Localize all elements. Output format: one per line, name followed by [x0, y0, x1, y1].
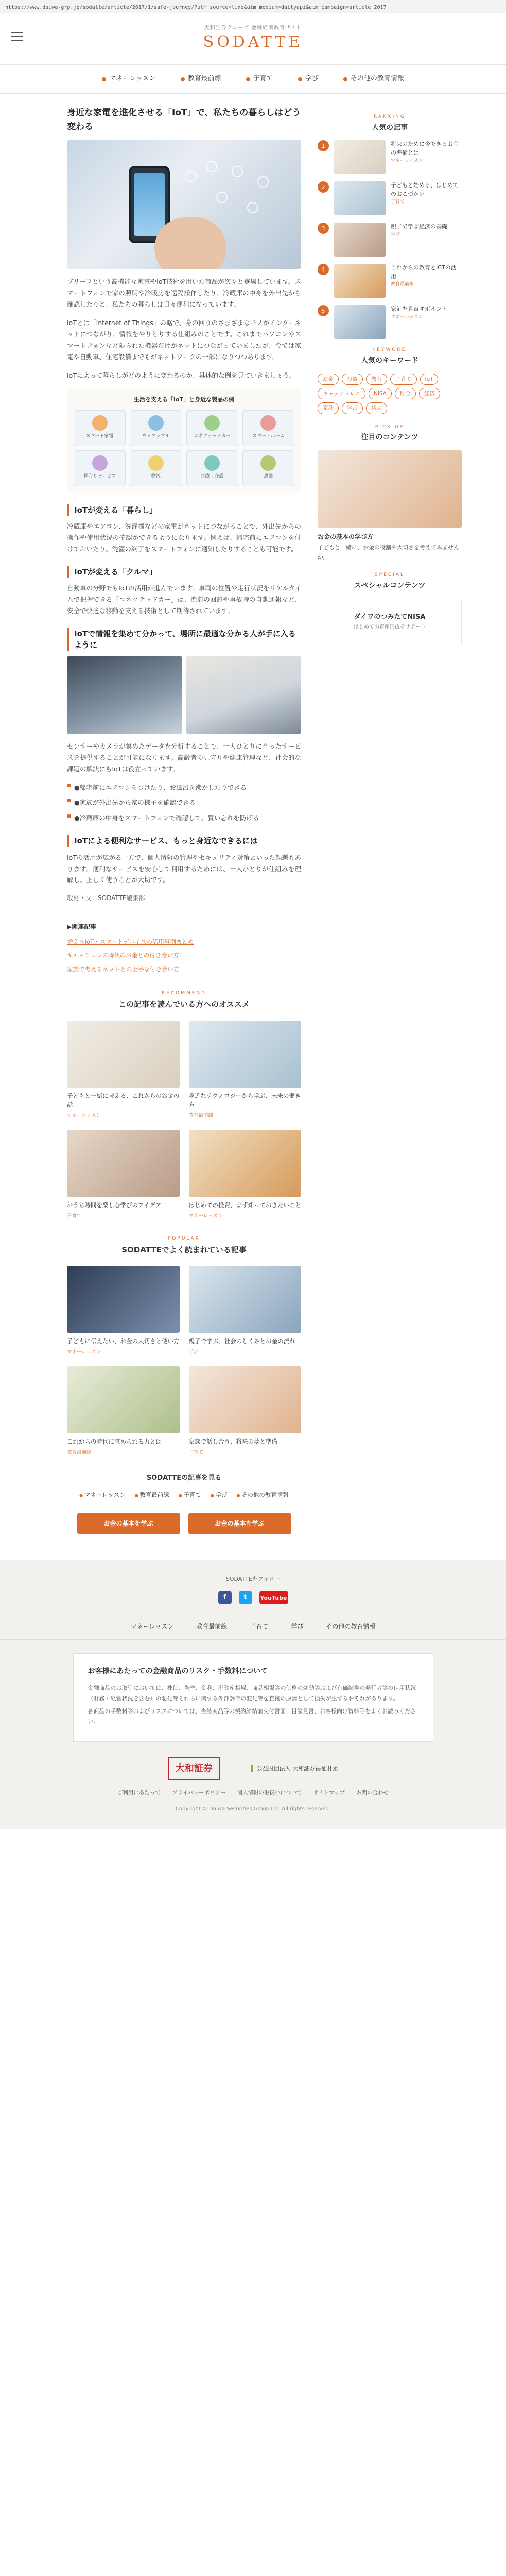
- logo[interactable]: [203, 24, 303, 52]
- category-link[interactable]: ● 教育最前線: [135, 1489, 169, 1500]
- related-link[interactable]: 増えるIoT・スマートデバイスの活用事例まとめ: [67, 938, 194, 946]
- sidebar: [318, 106, 462, 1554]
- article-card[interactable]: 身近なテクノロジーから学ぶ、未来の働き方 教育最前線: [189, 1021, 302, 1121]
- dot-icon: [102, 77, 106, 81]
- nisa-banner[interactable]: ダイワのつみたてNISA はじめての資産形成をサポート: [318, 599, 462, 645]
- footer-links: [0, 1788, 506, 1798]
- content-layout: [0, 94, 506, 1554]
- keyword-list: [318, 374, 462, 414]
- risk-notice-title: お客様にあたっての金融商品のリスク・手数料について: [88, 1667, 268, 1676]
- card-thumbnail: [67, 1021, 180, 1088]
- article-paragraph: 自動車の分野でもIoTの活用が進んでいます。車両の位置や走行状況をリアルタイムで把握できる「コネクテッドカー」は、渋滞の回避や事故時の自動通報など、安全で快適な移動を支える技術として期待されています。: [67, 584, 301, 615]
- ranking-item[interactable]: 1 将来のために今できるお金の準備とは マネーレッスン: [318, 140, 462, 174]
- popular-header: POPULAR SODATTEでよく読まれている記事: [67, 1235, 301, 1257]
- section-heading: IoTで情報を集めて分かって、場所に最適な分かる人が手に入るように: [67, 628, 301, 651]
- hero-image: [67, 140, 301, 269]
- section-heading: IoTが変える「暮らし」: [67, 504, 301, 516]
- ranking-item[interactable]: 4 これからの教育とICTの活用 教育最前線: [318, 264, 462, 298]
- footer-nav-item[interactable]: 教育最前線: [196, 1623, 228, 1631]
- nav-item-education[interactable]: 教育最前線: [181, 73, 221, 85]
- popular-cards: [67, 1266, 301, 1457]
- recommend-cards: [67, 1021, 301, 1221]
- card-thumbnail: [189, 1266, 302, 1333]
- article-card[interactable]: はじめての投資、まず知っておきたいこと マネーレッスン: [189, 1130, 302, 1221]
- dot-icon: [181, 77, 185, 81]
- infographic-item: ウェアラブル: [130, 410, 182, 446]
- related-heading: ▶関連記事: [67, 923, 97, 931]
- article-paragraph: IoTとは「Internet of Things」の略で、身の回りのさまざまなモノがインターネットにつながり、情報をやりとりする仕組みのことです。これまでパソコンやスマートフォンなど限られた機器だけがネットにつながっていましたが、今では家電や自動車、住宅設備までもがネットワークの一部になりつつあります。: [67, 319, 301, 361]
- footer-link[interactable]: お問い合わせ: [356, 1789, 389, 1796]
- keyword-tag[interactable]: IoT: [420, 374, 439, 385]
- url-bar[interactable]: https://www.daiwa-grp.jp/sodatte/article/2017/1/safe-journey/?utm_source=line&utm_medium=dailyapi&utm_campaign=article_2017: [0, 0, 506, 13]
- recommend-title: この記事を読んでいる方へのオススメ: [118, 999, 250, 1009]
- risk-notice-text: 各商品の手数料等およびリスクについては、当該商品等の契約締結前交付書面、目論見書、お客様向け資料等をよくお読みください。: [88, 1708, 416, 1725]
- ranking-item[interactable]: 5 家計を見直すポイント マネーレッスン: [318, 305, 462, 339]
- article-card[interactable]: おうち時間を楽しむ学びのアイデア 子育て: [67, 1130, 180, 1221]
- copyright: Copyright © Daiwa Securities Group Inc. All rights reserved.: [175, 1806, 331, 1812]
- article-paragraph: IoTの活用が広がる一方で、個人情報の管理やセキュリティ対策といった課題もあります。便利なサービスを安心して利用するためには、一人ひとりが仕組みを理解し、正しく使うことが大切です。: [67, 853, 301, 884]
- footer-link[interactable]: ご利用にあたって: [117, 1789, 161, 1796]
- keyword-tag[interactable]: 貯金: [395, 388, 416, 399]
- pickup-thumbnail: [318, 450, 462, 528]
- card-thumbnail: [67, 1130, 180, 1197]
- infographic-item: 医療・介護: [186, 450, 238, 486]
- dot-icon: [343, 77, 347, 81]
- popular-section: [67, 1235, 301, 1457]
- infographic-item: 見守りサービス: [74, 450, 126, 486]
- hand-illustration: [154, 217, 226, 269]
- photo-row: [67, 656, 301, 734]
- follow-label: SODATTEをフォロー: [225, 1575, 281, 1583]
- iot-infographic: [67, 388, 301, 493]
- menu-icon[interactable]: [11, 32, 23, 41]
- site-footer: [0, 1560, 506, 1829]
- category-link[interactable]: ● マネーレッスン: [79, 1489, 126, 1500]
- popular-title: SODATTEでよく読まれている記事: [121, 1245, 247, 1255]
- recommend-section: [67, 990, 301, 1221]
- dot-icon: [246, 77, 250, 81]
- infographic-title: 生活を支える「IoT」と身近な製品の例: [133, 396, 235, 403]
- keyword-tag[interactable]: 家計: [318, 402, 339, 414]
- twitter-icon[interactable]: t: [239, 1591, 252, 1604]
- dot-icon: [298, 77, 302, 81]
- article-title: 身近な家電を進化させる「IoT」で、私たちの暮らしはどう変わる: [67, 108, 301, 132]
- footer-nav-item[interactable]: 学び: [291, 1623, 304, 1631]
- infographic-item: スマート家電: [74, 410, 126, 446]
- footer-link[interactable]: プライバシーポリシー: [171, 1789, 226, 1796]
- related-link[interactable]: 家族で考えるネットとの上手な付き合い方: [67, 965, 180, 973]
- cta-button[interactable]: お金の基本を学ぶ: [77, 1513, 180, 1534]
- site-header: [0, 13, 506, 65]
- card-thumbnail: [189, 1366, 302, 1433]
- youtube-icon[interactable]: YouTube: [259, 1591, 288, 1604]
- ranking-header: RANKING 人気の記事: [372, 114, 408, 132]
- foundation-logo[interactable]: 公益財団法人 大和証券福祉財団: [251, 1765, 338, 1772]
- nav-item-learning[interactable]: 学び: [298, 73, 319, 85]
- category-links-heading: SODATTEの記事を見る: [146, 1474, 222, 1482]
- bullet-item: ■ ●家族が外出先から家の様子を確認できる: [67, 797, 301, 808]
- bullet-item: ■ ●冷蔵庫の中身をスマートフォンで確認して、買い忘れを防げる: [67, 812, 301, 824]
- keyword-tag[interactable]: 経済: [419, 388, 440, 399]
- footer-nav: [0, 1614, 506, 1640]
- pickup-header: PICK UP 注目のコンテンツ: [361, 424, 418, 442]
- keyword-tag[interactable]: 学び: [342, 402, 363, 414]
- nav-item-parenting[interactable]: 子育て: [246, 73, 273, 85]
- nav-item-other[interactable]: その他の教育情報: [343, 73, 404, 85]
- related-links: [67, 914, 301, 974]
- article-card[interactable]: 家族で話し合う、将来の夢と準備 子育て: [189, 1366, 302, 1457]
- person-photo: [186, 656, 302, 734]
- footer-nav-item[interactable]: 子育て: [250, 1623, 269, 1631]
- article-card[interactable]: 子どもに伝えたい、お金の大切さと使い方 マネーレッスン: [67, 1266, 180, 1357]
- section-heading: IoTによる便利なサービス、もっと身近なできるには: [67, 835, 301, 847]
- ranking-item[interactable]: 3 親子で学ぶ経済の基礎 学び: [318, 223, 462, 257]
- keyword-tag[interactable]: 投資: [342, 374, 363, 385]
- article-card[interactable]: 親子で学ぶ、社会のしくみとお金の流れ 学び: [189, 1266, 302, 1357]
- car-dashboard-photo: [67, 656, 182, 734]
- footer-nav-item[interactable]: マネーレッスン: [130, 1623, 174, 1631]
- footer-link[interactable]: 個人情報の取扱いについて: [237, 1789, 302, 1796]
- daiwa-logo[interactable]: 大和証券: [168, 1757, 220, 1780]
- special-header: SPECIAL スペシャルコンテンツ: [354, 572, 426, 590]
- infographic-grid: [74, 410, 294, 486]
- card-thumbnail: [189, 1130, 302, 1197]
- infographic-item: コネクテッドカー: [186, 410, 238, 446]
- footer-link[interactable]: サイトマップ: [313, 1789, 345, 1796]
- article-paragraph: IoTによって暮らしがどのように変わるのか、具体的な例を見ていきましょう。: [67, 371, 295, 379]
- article-paragraph: ブリーフという高機能な家電やIoT技術を用いた商品が次々と登場しています。スマートフォンで家の照明や冷暖房を遠隔操作したり、冷蔵庫の中身を外出先から確認したりと、私たちの暮らしは日々便利になっています。: [67, 278, 301, 309]
- keyword-tag[interactable]: お金: [318, 374, 339, 385]
- sns-links: [0, 1591, 506, 1604]
- pickup-card[interactable]: お金の基本の学び方 子どもと一緒に、お金の役割や大切さを考えてみませんか。: [318, 450, 462, 563]
- risk-notice: [73, 1653, 433, 1742]
- recommend-header: RECOMMEND この記事を読んでいる方へのオススメ: [67, 990, 301, 1011]
- article-paragraph: センサーやカメラが集めたデータを分析することで、一人ひとりに合ったサービスを提供することが可能になります。高齢者の見守りや健康管理など、社会的な課題の解決にもIoTは役立っています。: [67, 742, 301, 773]
- category-link[interactable]: ● 子育て: [179, 1489, 201, 1500]
- card-thumbnail: [67, 1266, 180, 1333]
- card-thumbnail: [67, 1366, 180, 1433]
- category-link[interactable]: ● その他の教育情報: [236, 1489, 289, 1500]
- article-card[interactable]: これからの時代に求められる力とは 教育最前線: [67, 1366, 180, 1457]
- category-links: [67, 1472, 301, 1500]
- related-link[interactable]: キャッシュレス時代のお金との付き合い方: [67, 952, 179, 959]
- facebook-icon[interactable]: f: [218, 1591, 232, 1604]
- category-link[interactable]: ● 学び: [211, 1489, 228, 1500]
- article-paragraph: 冷蔵庫やエアコン、洗濯機などの家電がネットにつながることで、外出先からの操作や使用状況の確認ができるようになります。例えば、帰宅前にエアコンを付けておいたり、洗濯の終了をスマートフォンに通知したりすることも可能です。: [67, 522, 301, 553]
- keyword-tag[interactable]: キャッシュレス: [318, 388, 365, 399]
- cta-button[interactable]: お金の基本を学ぶ: [188, 1513, 291, 1534]
- cta-row: [67, 1513, 301, 1534]
- article-main: [67, 106, 301, 1554]
- footer-logos: [0, 1757, 506, 1780]
- risk-notice-text: 金融商品のお取引においては、株価、為替、金利、不動産相場、商品相場等の価格の変動等および有価証券の発行者等の信用状況（財務・経営状況を含む）の悪化等それらに関する外部評価の変化等を直接の原因として損失が生ずるおそれがあります。: [88, 1684, 416, 1702]
- keyword-header: KEYWORD 人気のキーワード: [361, 347, 418, 365]
- bullet-item: ■ ●帰宅前にエアコンをつけたり、お風呂を沸かしたりできる: [67, 782, 301, 793]
- infographic-item: 農業: [242, 450, 294, 486]
- infographic-item: 物流: [130, 450, 182, 486]
- article-card[interactable]: 子どもと一緒に考える、これからのお金の話 マネーレッスン: [67, 1021, 180, 1121]
- logo-tagline: 大和証券グループ 金融経済教育サイト: [204, 25, 302, 31]
- keyword-tag[interactable]: 教育: [366, 374, 387, 385]
- keyword-tag[interactable]: NISA: [369, 388, 392, 399]
- nav-item-money[interactable]: マネーレッスン: [102, 73, 156, 85]
- ranking-item[interactable]: 2 子どもと始める、はじめてのおこづかい 子育て: [318, 181, 462, 215]
- logo-text: SODATTE: [203, 32, 303, 51]
- global-nav: [0, 65, 506, 94]
- iot-icons: [185, 161, 278, 223]
- bullet-list: [67, 782, 301, 824]
- keyword-tag[interactable]: 将来: [366, 402, 387, 414]
- footer-nav-item[interactable]: その他の教育情報: [326, 1623, 376, 1631]
- card-thumbnail: [189, 1021, 302, 1088]
- section-heading: IoTが変える「クルマ」: [67, 566, 301, 578]
- infographic-item: スマートホーム: [242, 410, 294, 446]
- keyword-tag[interactable]: 子育て: [390, 374, 417, 385]
- author-credit: 取材・文：SODATTE編集部: [67, 894, 145, 902]
